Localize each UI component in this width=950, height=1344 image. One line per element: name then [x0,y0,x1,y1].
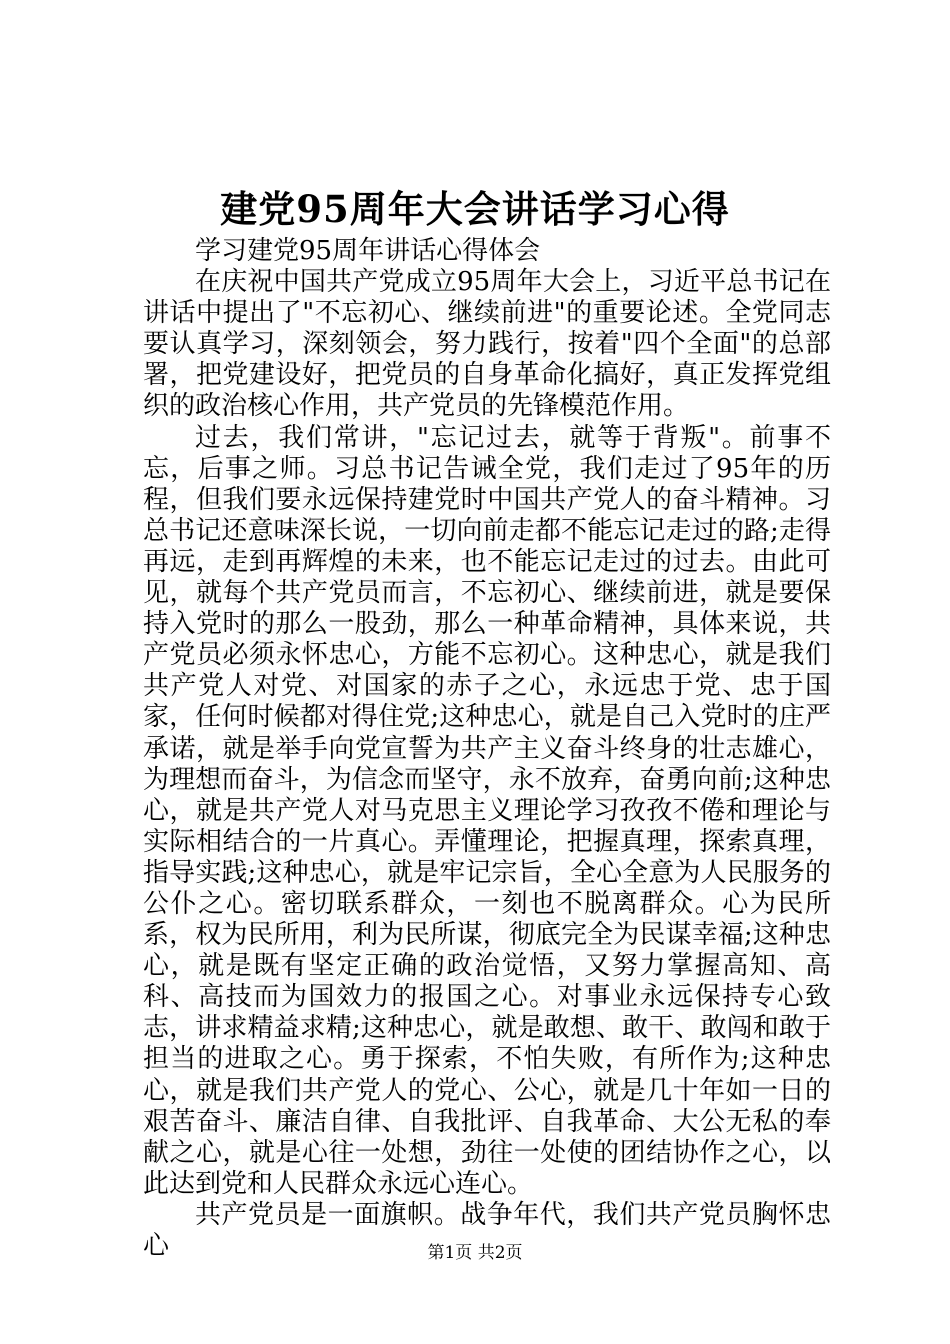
document-title: 建党95周年大会讲话学习心得 [220,187,730,231]
document-body [143,236,831,1262]
document-subtitle: 学习建党95周年讲话心得体会 [195,236,541,266]
paragraph: 在庆祝中国共产党成立95周年大会上，习近平总书记在讲话中提出了"不忘初心、继续前进"的重要论述。全党同志要认真学习，深刻领会，努力践行，按着"四个全面"的总部署，把党建设好，把党员的自身革命化搞好，真正发挥党组织的政治核心作用，共产党员的先锋模范作用。 [143,267,831,422]
paragraph: 共产党员是一面旗帜。战争年代，我们共产党员胸怀忠心 [143,1199,831,1261]
paragraph: 过去，我们常讲，"忘记过去，就等于背叛"。前事不忘，后事之师。习总书记告诫全党，我们走过了95年的历程，但我们要永远保持建党时中国共产党人的奋斗精神。习总书记还意味深长说，一切向前走都不能忘记走过的路;走得再远，走到再辉煌的未来，也不能忘记走过的过去。由此可见，就每个共产党员而言，不忘初心、继续前进，就是要保持入党时的那么一股劲，那么一种革命精神，具体来说，共产党员必须永怀忠心，方能不忘初心。这种忠心，就是我们共产党人对党、对国家的赤子之心，永远忠于党、忠于国家，任何时候都对得住党;这种忠心，就是自己入党时的庄严承诺，就是举手向党宣誓为共产主义奋斗终身的壮志雄心，为理想而奋斗，为信念而坚守，永不放弃，奋勇向前;这种忠心，就是共产党人对马克思主义理论学习孜孜不倦和理论与实际相结合的一片真心。弄懂理论，把握真理，探索真理，指导实践;这种忠心，就是牢记宗旨，全心全意为人民服务的公仆之心。密切联系群众，一刻也不脱离群众。心为民所系，权为民所用，利为民所谋，彻底完全为民谋幸福;这种忠心，就是既有坚定正确的政治觉悟，又努力掌握高知、高科、高技而为国效力的报国之心。对事业永远保持专心致志，讲求精益求精;这种忠心，就是敢想、敢干、敢闯和敢于担当的进取之心。勇于探索，不怕失败，有所作为;这种忠心，就是我们共产党人的党心、公心，就是几十年如一日的艰苦奋斗、廉洁自律、自我批评、自我革命、大公无私的奉献之心，就是心往一处想，劲往一处使的团结协作之心，以此达到党和人民群众永远心连心。 [143,422,831,1199]
page-footer: 第1页 共2页 [427,1243,523,1263]
